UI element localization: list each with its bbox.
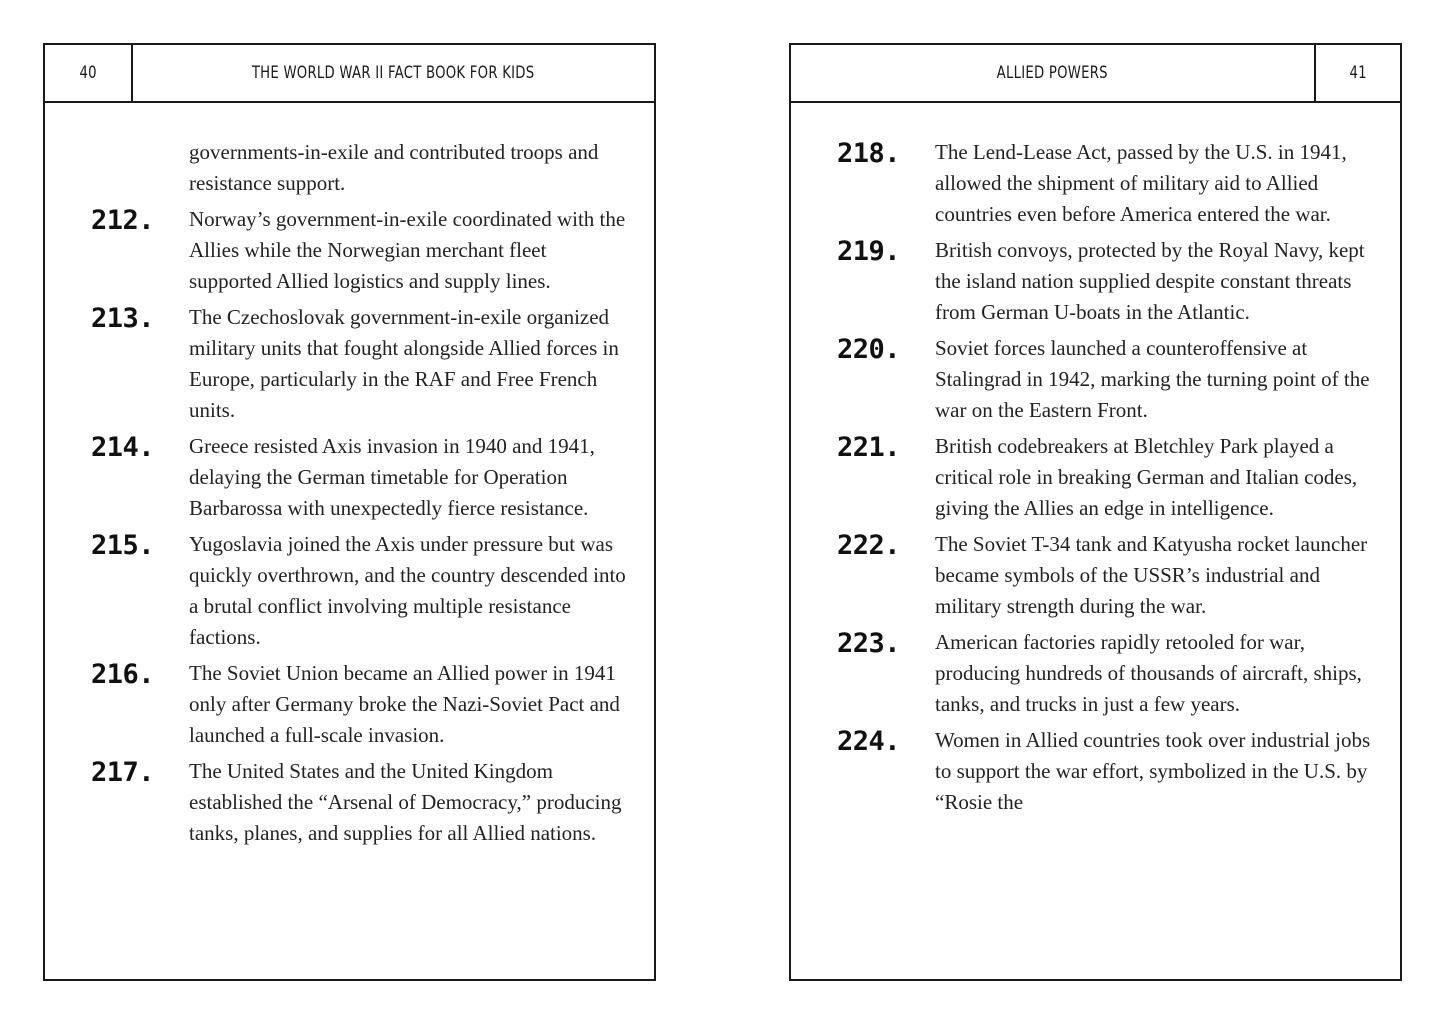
fact-text: British codebreakers at Bletchley Park played a critical role in breaking German and Italian codes, giving the Allies an edge in intelligence. [935, 434, 1358, 520]
fact-item [45, 756, 654, 849]
fact-number: 216. [91, 659, 155, 690]
running-title: THE WORLD WAR II FACT BOOK FOR KIDS [252, 63, 535, 83]
fact-item [791, 431, 1400, 524]
fact-number: 217. [91, 757, 155, 788]
fact-text: Women in Allied countries took over industrial jobs to support the war effort, symbolized in the U.S. by “Rosie the [935, 728, 1371, 814]
fact-number: 223. [837, 628, 901, 659]
page-content [791, 137, 1400, 823]
fact-item [45, 658, 654, 751]
fact-item [791, 529, 1400, 622]
fact-text: British convoys, protected by the Royal Navy, kept the island nation supplied despite constant threats from German U-boats in the Atlantic. [935, 238, 1365, 324]
fact-number: 214. [91, 432, 155, 463]
page-header [45, 45, 654, 103]
page-number-cell [1314, 45, 1400, 101]
fact-item [45, 204, 654, 297]
fact-number: 218. [837, 138, 901, 169]
fact-number: 215. [91, 530, 155, 561]
fact-item [45, 431, 654, 524]
running-title-cell [133, 45, 654, 101]
left-page [43, 43, 656, 981]
fact-text: The Czechoslovak government-in-exile organized military units that fought alongside Allied forces in Europe, particularly in the RAF and Free French units. [189, 305, 619, 422]
fact-number: 221. [837, 432, 901, 463]
fact-text: The Soviet T-34 tank and Katyusha rocket launcher became symbols of the USSR’s industrial and military strength during the war. [935, 532, 1368, 618]
page-number: 40 [79, 63, 97, 83]
page-number-cell [45, 45, 133, 101]
fact-number: 224. [837, 726, 901, 757]
fact-number: 220. [837, 334, 901, 365]
running-title-cell [791, 45, 1314, 101]
running-title: ALLIED POWERS [996, 63, 1109, 83]
page-content [45, 137, 654, 854]
fact-item [791, 627, 1400, 720]
continued-text: governments-in-exile and contributed troops and resistance support. [189, 140, 599, 195]
fact-text: The United States and the United Kingdom established the “Arsenal of Democracy,” producing tanks, planes, and supplies for all Allied nations. [189, 759, 622, 845]
page-number: 41 [1349, 63, 1367, 83]
page-header [791, 45, 1400, 103]
fact-text: American factories rapidly retooled for war, producing hundreds of thousands of aircraft, ships, tanks, and trucks in just a few years. [935, 630, 1362, 716]
fact-text: Soviet forces launched a counteroffensive at Stalingrad in 1942, marking the turning point of the war on the Eastern Front. [935, 336, 1370, 422]
right-page [789, 43, 1402, 981]
fact-number: 212. [91, 205, 155, 236]
fact-number: 222. [837, 530, 901, 561]
fact-number: 219. [837, 236, 901, 267]
fact-number: 213. [91, 303, 155, 334]
fact-text: The Soviet Union became an Allied power in 1941 only after Germany broke the Nazi-Soviet Pact and launched a full-scale invasion. [189, 661, 620, 747]
fact-item [45, 529, 654, 653]
fact-text: Yugoslavia joined the Axis under pressure but was quickly overthrown, and the country descended into a brutal conflict involving multiple resistance factions. [189, 532, 626, 649]
fact-item [791, 333, 1400, 426]
fact-item [791, 725, 1400, 818]
fact-text: Norway’s government-in-exile coordinated with the Allies while the Norwegian merchant fleet supported Allied logistics and supply lines. [189, 207, 626, 293]
fact-item [791, 137, 1400, 230]
fact-text: The Lend-Lease Act, passed by the U.S. in 1941, allowed the shipment of military aid to Allied countries even before America entered the war. [935, 140, 1347, 226]
fact-item [45, 302, 654, 426]
fact-item [791, 235, 1400, 328]
fact-text: Greece resisted Axis invasion in 1940 and 1941, delaying the German timetable for Operation Barbarossa with unexpectedly fierce resistance. [189, 434, 595, 520]
